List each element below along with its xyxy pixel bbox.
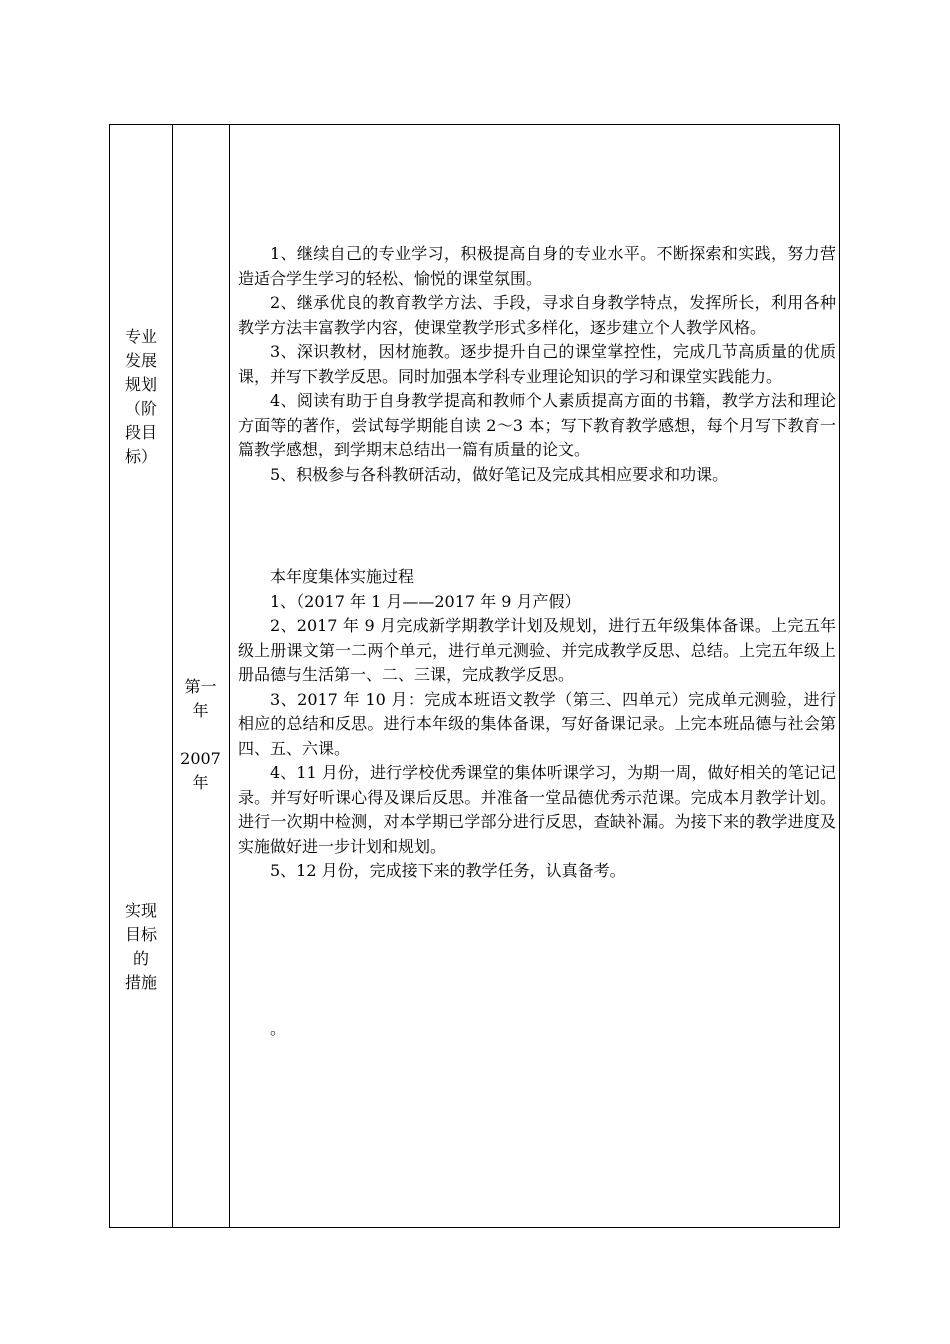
label-professional-development-plan <box>110 325 172 469</box>
process-title: 本年度集体实施过程 <box>270 567 415 586</box>
goal-item: 4、阅读有助于自身教学提高和教师个人素质提高方面的书籍，教学方法和理论方面等的著作，尝试每学期能自读 2～3 本；写下教育教学感想，每个月写下教育一篇教学感想，到学期末总结出一篇有质量的论文。 <box>238 391 836 459</box>
year-label-line: 第一 <box>184 677 217 696</box>
trailing-mark: 。 <box>270 1019 287 1038</box>
process-item: 2、2017 年 9 月完成新学期教学计划及规划，进行五年级集体备课。上完五年级上册课文第一二两个单元，进行单元测验、并完成教学反思、总结。上完五年级上册品德与生活第一、二、三课，完成教学反思。 <box>238 616 836 684</box>
process-item: 5、12 月份，完成接下来的教学任务，认真备考。 <box>270 861 626 880</box>
label-line: 发展 <box>124 351 157 370</box>
process-section <box>238 565 836 884</box>
label-line: 的 <box>132 949 149 968</box>
label-line: 目标 <box>124 925 157 944</box>
label-line: 实现 <box>124 901 157 920</box>
process-item: 3、2017 年 10 月：完成本班语文教学（第三、四单元）完成单元测验，进行相应的总结和反思。进行本年级的集体备课，写好备课记录。上完本班品德与社会第四、五、六课。 <box>238 689 836 758</box>
plan-table <box>109 124 840 1228</box>
goals-section <box>238 242 836 487</box>
label-line: （阶 <box>124 399 157 418</box>
year-label-line: 2007 <box>180 749 221 768</box>
process-item: 1、（2017 年 1 月——2017 年 9 月产假） <box>270 591 581 611</box>
label-line: 措施 <box>124 973 157 992</box>
year-label-line: 年 <box>192 701 209 720</box>
label-line: 标） <box>124 447 157 466</box>
goal-item: 2、继承优良的教育教学方法、手段，寻求自身教学特点，发挥所长，利用各种教学方法丰富教学内容，使课堂教学形式多样化，逐步建立个人教学风格。 <box>238 293 836 337</box>
label-line: 段目 <box>124 423 157 442</box>
goal-item: 1、继续自己的专业学习，积极提高自身的专业水平。不断探索和实践，努力营造适合学生学习的轻松、愉悦的课堂氛围。 <box>238 244 836 288</box>
process-item: 4、11 月份，进行学校优秀课堂的集体听课学习，为期一周，做好相关的笔记记录。并写好听课心得及课后反思。并准备一堂品德优秀示范课。完成本月教学计划。进行一次期中检测，对本学期已学部分进行反思，查缺补漏。为接下来的教学进度及实施做好进一步计划和规划。 <box>238 763 836 856</box>
label-year <box>172 675 229 795</box>
goal-item: 3、深识教材，因材施教。逐步提升自己的课堂掌控性，完成几节高质量的优质课，并写下教学反思。同时加强本学科专业理论知识的学习和课堂实践能力。 <box>238 342 836 386</box>
column-divider-2 <box>229 125 230 1227</box>
label-measures <box>110 899 172 995</box>
goal-item: 5、积极参与各科教研活动，做好笔记及完成其相应要求和功课。 <box>270 464 729 484</box>
trailing-mark-section <box>238 1017 836 1042</box>
label-line: 专业 <box>124 327 157 346</box>
label-line: 规划 <box>124 375 157 394</box>
year-label-line: 年 <box>192 773 209 792</box>
